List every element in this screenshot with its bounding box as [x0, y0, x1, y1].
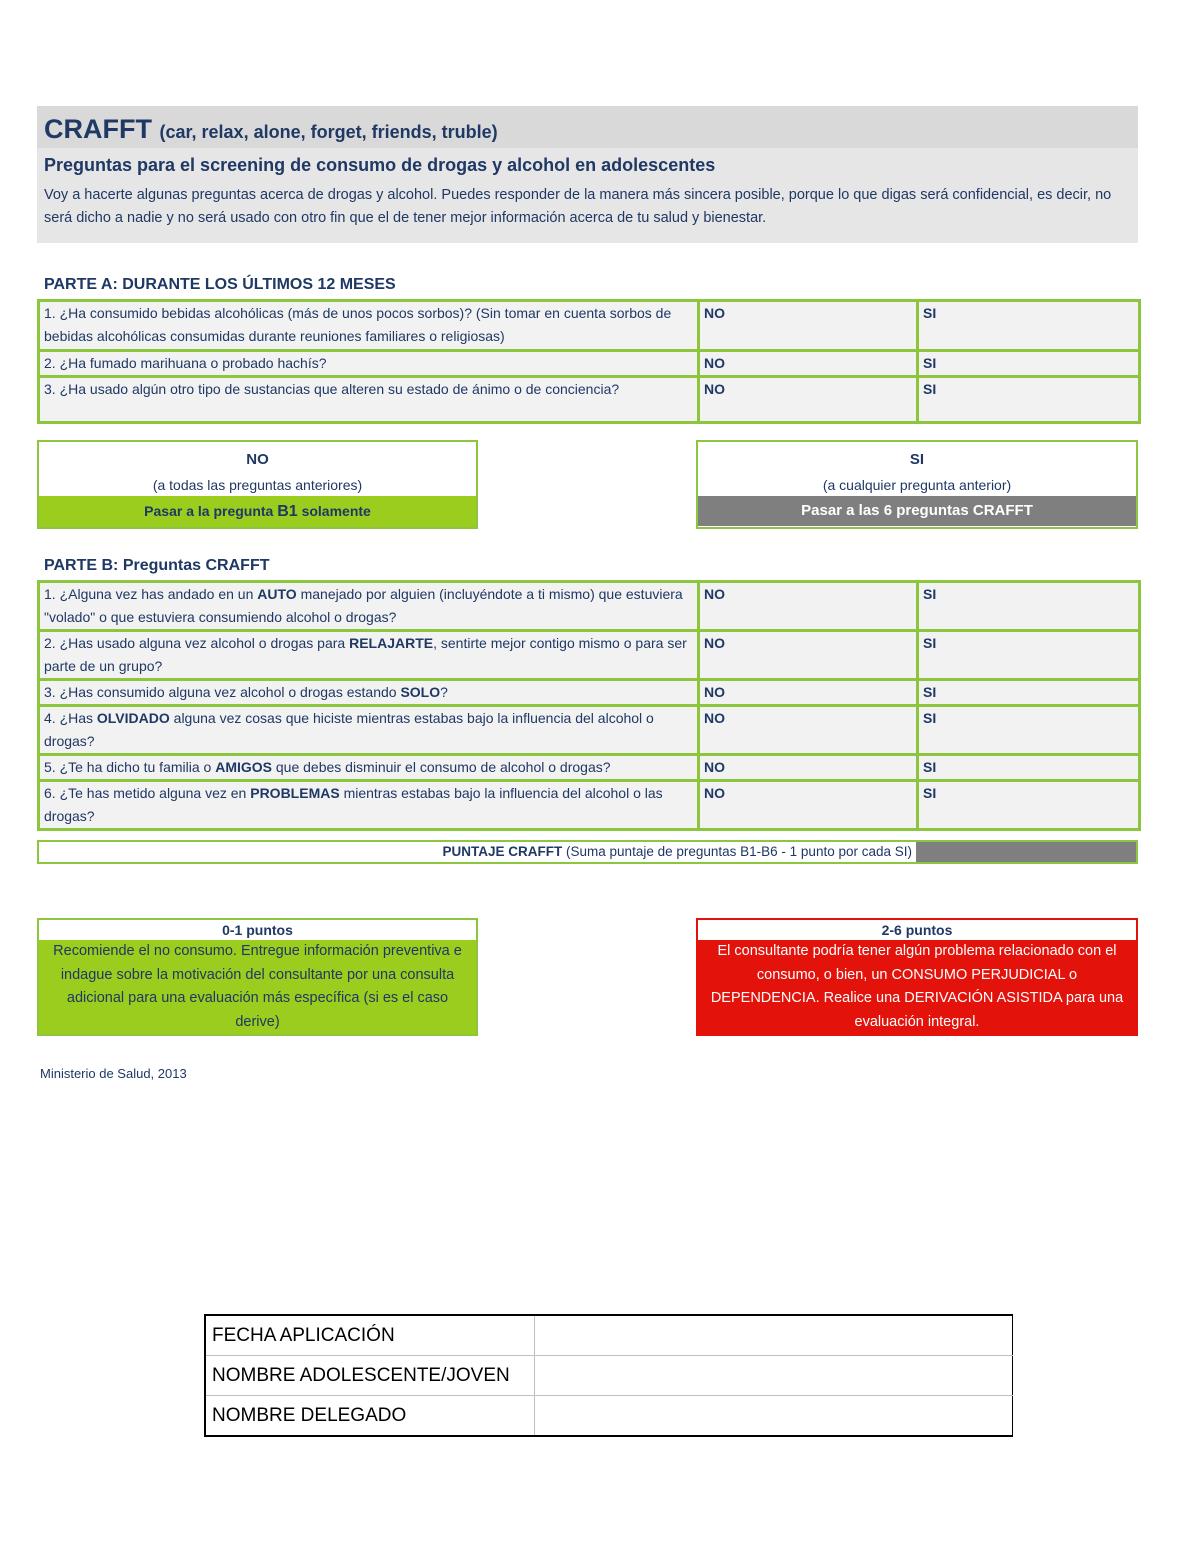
decision-si-action: Pasar a las 6 preguntas CRAFFT — [698, 496, 1136, 526]
result-high-range: 2-6 puntos — [698, 920, 1136, 940]
answer-si-cell[interactable]: SI — [918, 301, 1140, 351]
question-text: 2. ¿Has usado alguna vez alcohol o drogas para RELAJARTE, sentirte mejor contigo mismo o para ser parte de un grupo? — [39, 631, 699, 680]
form-value-field[interactable] — [534, 1356, 1012, 1396]
question-text: 2. ¿Ha fumado marihuana o probado hachís? — [39, 351, 699, 377]
form-value-field[interactable] — [534, 1315, 1012, 1356]
source-note: Ministerio de Salud, 2013 — [40, 1066, 187, 1081]
part-a-table — [37, 299, 1141, 424]
answer-no-cell[interactable]: NO — [699, 631, 918, 680]
table-row — [39, 351, 1140, 377]
question-text: 3. ¿Has consumido alguna vez alcohol o drogas estando SOLO? — [39, 680, 699, 706]
answer-si-cell[interactable]: SI — [918, 631, 1140, 680]
form-label: NOMBRE ADOLESCENTE/JOVEN — [205, 1356, 534, 1396]
application-form-table — [204, 1314, 1013, 1437]
answer-si-cell[interactable]: SI — [918, 706, 1140, 755]
action-bold: B1 — [277, 503, 298, 520]
answer-si-cell[interactable]: SI — [918, 582, 1140, 631]
answer-no-cell[interactable]: NO — [699, 781, 918, 830]
score-label: PUNTAJE CRAFFT (Suma puntaje de preguntas B1-B6 - 1 punto por cada SI) — [442, 844, 912, 859]
answer-no-cell[interactable]: NO — [699, 706, 918, 755]
answer-si-cell[interactable]: SI — [918, 680, 1140, 706]
table-row — [39, 631, 1140, 680]
form-row — [205, 1356, 1012, 1396]
decision-no-action — [39, 496, 476, 527]
intro-text: Voy a hacerte algunas preguntas acerca de drogas y alcohol. Puedes responder de la manera más sincera posible, porque lo que digas será confidencial, es decir, no será dicho a nadie y no será usado con otro fin que el de tener mejor información acerca de tu salud y bienestar. — [44, 187, 1112, 226]
table-row — [39, 755, 1140, 781]
result-high-box — [696, 918, 1138, 1036]
action-prefix: Pasar a la pregunta — [144, 503, 278, 519]
form-row — [205, 1396, 1012, 1437]
title-main: CRAFFT — [44, 114, 152, 144]
answer-no-cell[interactable]: NO — [699, 301, 918, 351]
form-label: NOMBRE DELEGADO — [205, 1396, 534, 1437]
score-row — [37, 840, 1138, 864]
page-subtitle: Preguntas para el screening de consumo de drogas y alcohol en adolescentes — [44, 155, 716, 175]
part-b-table — [37, 580, 1141, 831]
form-label: FECHA APLICACIÓN — [205, 1315, 534, 1356]
decision-si-title: SI — [909, 451, 925, 468]
title-expansion: (car, relax, alone, forget, friends, truble) — [159, 122, 498, 142]
table-row — [39, 781, 1140, 830]
answer-si-cell[interactable]: SI — [918, 781, 1140, 830]
form-value-field[interactable] — [534, 1396, 1012, 1437]
question-text: 3. ¿Ha usado algún otro tipo de sustancias que alteren su estado de ánimo o de conciencia? — [39, 377, 699, 423]
question-text: 1. ¿Ha consumido bebidas alcohólicas (más de unos pocos sorbos)? (Sin tomar en cuenta sorbos de bebidas alcohólicas consumidas durante reuniones familiares o religiosas) — [39, 301, 699, 351]
form-row — [205, 1315, 1012, 1356]
page-title — [44, 114, 498, 145]
score-input-cell[interactable] — [916, 842, 1136, 862]
decision-si-note: (a cualquier pregunta anterior) — [822, 477, 1012, 493]
question-text: 4. ¿Has OLVIDADO alguna vez cosas que hiciste mientras estabas bajo la influencia del alcohol o drogas? — [39, 706, 699, 755]
result-low-text: Recomiende el no consumo. Entregue información preventiva e indague sobre la motivación del consultante por una consulta adicional para una evaluación más específica (si es el caso derive) — [53, 943, 462, 1030]
answer-si-cell[interactable]: SI — [918, 755, 1140, 781]
question-text: 6. ¿Te has metido alguna vez en PROBLEMAS mientras estabas bajo la influencia del alcohol o las drogas? — [39, 781, 699, 830]
result-high-text: El consultante podría tener algún problema relacionado con el consumo, o bien, un CONSUMO PERJUDICIAL o DEPENDENCIA. Realice una DERIVACIÓN ASISTIDA para una evaluación integral. — [710, 943, 1124, 1030]
question-text: 1. ¿Alguna vez has andado en un AUTO manejado por alguien (incluyéndote a ti mismo) que estuviera "volado" o que estuviera consumiendo alcohol o drogas? — [39, 582, 699, 631]
decision-no-title: NO — [246, 451, 269, 468]
answer-no-cell[interactable]: NO — [699, 377, 918, 423]
answer-no-cell[interactable]: NO — [699, 755, 918, 781]
answer-no-cell[interactable]: NO — [699, 680, 918, 706]
question-text: 5. ¿Te ha dicho tu familia o AMIGOS que debes disminuir el consumo de alcohol o drogas? — [39, 755, 699, 781]
table-row — [39, 680, 1140, 706]
table-row — [39, 706, 1140, 755]
answer-no-cell[interactable]: NO — [699, 582, 918, 631]
decision-si-box — [696, 440, 1138, 529]
decision-no-box — [37, 440, 478, 529]
action-suffix: solamente — [297, 503, 371, 519]
result-low-range: 0-1 puntos — [39, 920, 476, 940]
part-a-heading: PARTE A: DURANTE LOS ÚLTIMOS 12 MESES — [44, 276, 396, 293]
table-row — [39, 377, 1140, 423]
part-b-heading: PARTE B: Preguntas CRAFFT — [44, 557, 270, 574]
table-row — [39, 301, 1140, 351]
result-low-box — [37, 918, 478, 1036]
table-row — [39, 582, 1140, 631]
answer-no-cell[interactable]: NO — [699, 351, 918, 377]
decision-no-note: (a todas las preguntas anteriores) — [152, 477, 363, 493]
answer-si-cell[interactable]: SI — [918, 351, 1140, 377]
answer-si-cell[interactable]: SI — [918, 377, 1140, 423]
